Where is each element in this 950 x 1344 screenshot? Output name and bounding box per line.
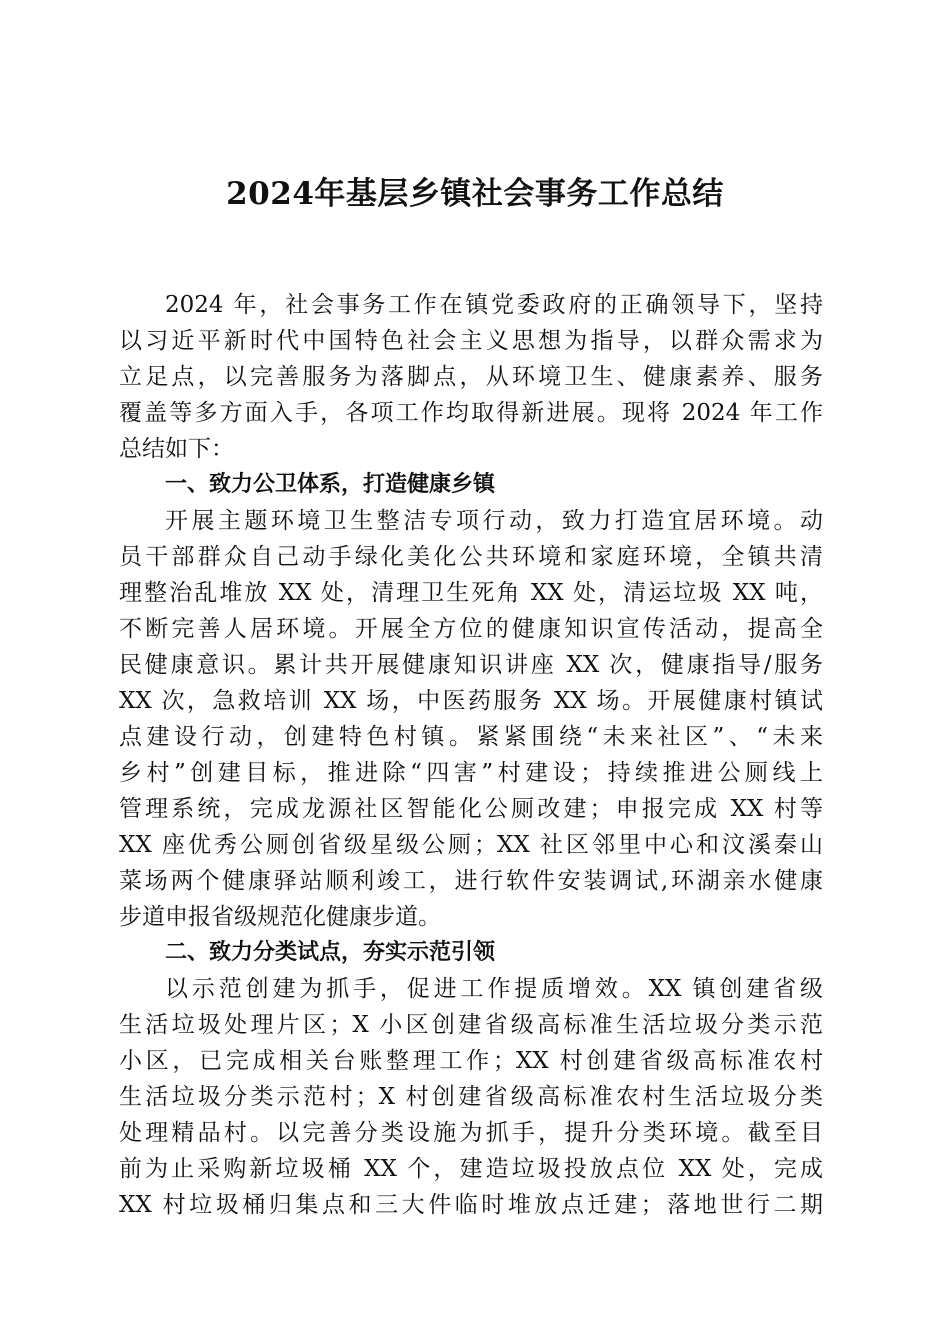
text-line: 理整治乱堆放 XX 处，清理卫生死角 XX 处，清运垃圾 XX 吨， bbox=[119, 580, 823, 606]
text-line: 以习近平新时代中国特色社会主义思想为指导，以群众需求为 bbox=[119, 328, 823, 354]
text-line: 员干部群众自己动手绿化美化公共环境和家庭环境，全镇共清 bbox=[119, 544, 823, 570]
text-line: 生活垃圾分类示范村；X 村创建省级高标准农村生活垃圾分类 bbox=[119, 1084, 823, 1110]
text-line: 立足点，以完善服务为落脚点，从环境卫生、健康素养、服务 bbox=[119, 364, 823, 390]
text-line: 民健康意识。累计共开展健康知识讲座 XX 次，健康指导/服务 bbox=[119, 652, 823, 678]
section-heading: 一、致力公卫体系，打造健康乡镇 bbox=[165, 472, 496, 497]
text-line: XX 座优秀公厕创省级星级公厕；XX 社区邻里中心和汶溪秦山 bbox=[119, 832, 823, 858]
text-line: 生活垃圾处理片区；X 小区创建省级高标准生活垃圾分类示范 bbox=[119, 1012, 823, 1038]
text-line: 乡村”创建目标，推进除“四害”村建设；持续推进公厕线上 bbox=[119, 760, 823, 786]
text-line: 覆盖等多方面入手，各项工作均取得新进展。现将 2024 年工作 bbox=[119, 400, 823, 426]
text-line: XX 次，急救培训 XX 场，中医药服务 XX 场。开展健康村镇试 bbox=[119, 688, 823, 714]
text-line: 总结如下： bbox=[119, 436, 234, 462]
intro-paragraph bbox=[119, 287, 823, 467]
text-line: 菜场两个健康驿站顺利竣工，进行软件安装调试,环湖亲水健康 bbox=[119, 868, 823, 894]
text-line: 点建设行动，创建特色村镇。紧紧围绕“未来社区”、“未来 bbox=[119, 724, 823, 750]
text-line: 管理系统，完成龙源社区智能化公厕改建；申报完成 XX 村等 bbox=[119, 796, 823, 822]
text-line: 步道申报省级规范化健康步道。 bbox=[119, 904, 441, 930]
section-paragraph bbox=[119, 503, 823, 935]
text-line: XX 村垃圾桶归集点和三大件临时堆放点迁建；落地世行二期 bbox=[119, 1192, 823, 1218]
text-line: 小区，已完成相关台账整理工作；XX 村创建省级高标准农村 bbox=[119, 1048, 823, 1074]
document-body bbox=[119, 287, 823, 1223]
document-title: 2024年基层乡镇社会事务工作总结 bbox=[226, 176, 724, 212]
text-line: 2024 年，社会事务工作在镇党委政府的正确领导下，坚持 bbox=[165, 292, 823, 318]
section-heading: 二、致力分类试点，夯实示范引领 bbox=[165, 940, 496, 965]
text-line: 以示范创建为抓手，促进工作提质增效。XX 镇创建省级 bbox=[165, 976, 823, 1002]
text-line: 处理精品村。以完善分类设施为抓手，提升分类环境。截至目 bbox=[119, 1120, 823, 1146]
section-paragraph bbox=[119, 971, 823, 1223]
text-line: 前为止采购新垃圾桶 XX 个，建造垃圾投放点位 XX 处，完成 bbox=[119, 1156, 823, 1182]
text-line: 不断完善人居环境。开展全方位的健康知识宣传活动，提高全 bbox=[119, 616, 823, 642]
text-line: 开展主题环境卫生整洁专项行动，致力打造宜居环境。动 bbox=[165, 508, 823, 534]
